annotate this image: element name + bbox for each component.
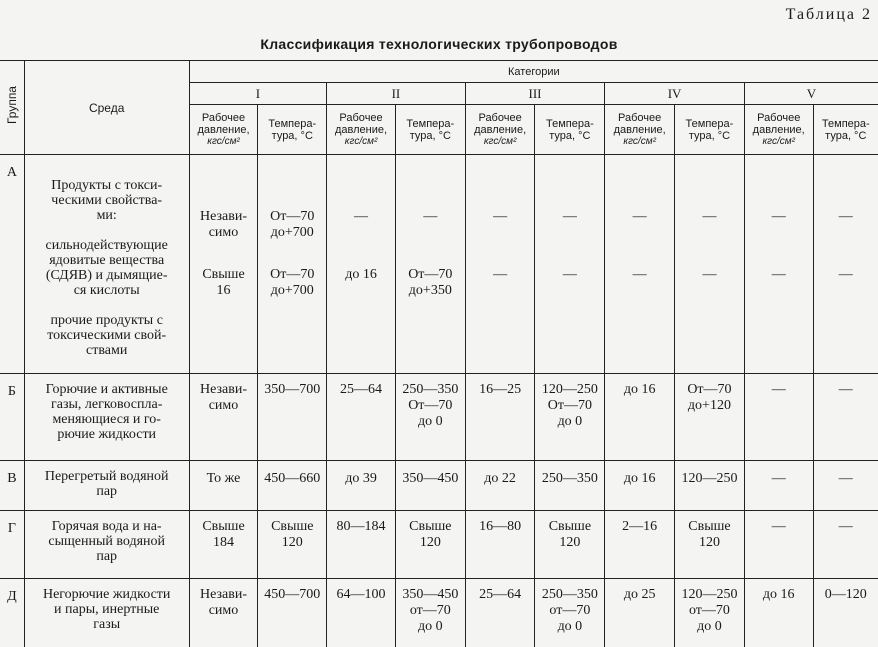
value-cell: 80—184 — [327, 511, 396, 579]
table-number: Таблица 2 — [785, 6, 872, 23]
value-cell: 0—120 — [813, 579, 878, 647]
value-cell: — до 16 — [327, 155, 396, 374]
value-cell: до 22 — [465, 461, 535, 511]
value-cell: Свыше 120 — [675, 511, 745, 579]
value-cell: — — [744, 511, 813, 579]
temperature-header: Темпера- тура, °С — [395, 105, 465, 155]
classification-table — [0, 60, 878, 647]
value-cell: 450—700 — [258, 579, 327, 647]
table-row-a — [0, 155, 878, 374]
pressure-header: Рабочее давление, кгс/см² — [605, 105, 675, 155]
category-v: V — [744, 83, 878, 105]
value-cell: То же — [189, 461, 258, 511]
value-cell: 250—350 От—70 до 0 — [395, 374, 465, 461]
medium-cell: Горячая вода и на- сыщенный водяной пар — [24, 511, 189, 579]
table-row-g — [0, 511, 878, 579]
category-ii: II — [327, 83, 466, 105]
value-cell: Незави- симо — [189, 374, 258, 461]
temperature-header: Темпера- тура, °С — [535, 105, 605, 155]
value-cell: до 16 — [605, 374, 675, 461]
header-row-1 — [0, 61, 878, 83]
pressure-header: Рабочее давление, кгс/см² — [189, 105, 258, 155]
value-cell: — — [744, 461, 813, 511]
category-iii: III — [465, 83, 605, 105]
table-row-b — [0, 374, 878, 461]
value-cell: 450—660 — [258, 461, 327, 511]
value-cell: Свыше 184 — [189, 511, 258, 579]
value-cell: — — — [465, 155, 535, 374]
table-title: Классификация технологических трубопроводов — [260, 36, 618, 52]
value-cell: до 39 — [327, 461, 396, 511]
temperature-header: Темпера- тура, °С — [813, 105, 878, 155]
value-cell: 64—100 — [327, 579, 396, 647]
value-cell: — От—70 до+350 — [395, 155, 465, 374]
value-cell: Свыше 120 — [535, 511, 605, 579]
value-cell: Незави- симо Свыше 16 — [189, 155, 258, 374]
pressure-header: Рабочее давление, кгс/см² — [327, 105, 396, 155]
table-row-d — [0, 579, 878, 647]
medium-header: Среда — [24, 61, 189, 155]
value-cell: 16—25 — [465, 374, 535, 461]
value-cell: 120—250 от—70 до 0 — [675, 579, 745, 647]
group-header: Группа — [0, 61, 24, 155]
category-iv: IV — [605, 83, 745, 105]
value-cell: 250—350 — [535, 461, 605, 511]
temperature-header: Темпера- тура, °С — [675, 105, 745, 155]
value-cell: От—70 до+120 — [675, 374, 745, 461]
value-cell: Свыше 120 — [395, 511, 465, 579]
value-cell: — — — [535, 155, 605, 374]
value-cell: От—70 до+700 От—70 до+700 — [258, 155, 327, 374]
value-cell: — — [813, 511, 878, 579]
value-cell: 120—250 От—70 до 0 — [535, 374, 605, 461]
value-cell: 2—16 — [605, 511, 675, 579]
categories-header: Категории — [189, 61, 878, 83]
value-cell: до 16 — [605, 461, 675, 511]
pressure-header: Рабочее давление, кгс/см² — [465, 105, 535, 155]
medium-cell: Продукты с токси- ческими свойства- ми: сильнодействующие ядовитые вещества (СДЯВ) и дымящие- ся кислоты прочие продукты с токсическими свой- ствами — [24, 155, 189, 374]
medium-cell: Негорючие жидкости и пары, инертные газы — [24, 579, 189, 647]
group-letter: Д — [0, 579, 24, 647]
value-cell: Незави- симо — [189, 579, 258, 647]
group-letter: А — [0, 155, 24, 374]
pressure-header: Рабочее давление, кгс/см² — [744, 105, 813, 155]
value-cell: 25—64 — [327, 374, 396, 461]
value-cell: 350—450 — [395, 461, 465, 511]
value-cell: 350—700 — [258, 374, 327, 461]
group-letter: В — [0, 461, 24, 511]
value-cell: — — [813, 374, 878, 461]
group-letter: Б — [0, 374, 24, 461]
temperature-header: Темпера- тура, °С — [258, 105, 327, 155]
value-cell: — — [813, 461, 878, 511]
value-cell: до 25 — [605, 579, 675, 647]
value-cell: до 16 — [744, 579, 813, 647]
value-cell: — — — [744, 155, 813, 374]
value-cell: Свыше 120 — [258, 511, 327, 579]
value-cell: 350—450 от—70 до 0 — [395, 579, 465, 647]
value-cell: — — — [605, 155, 675, 374]
value-cell: 120—250 — [675, 461, 745, 511]
value-cell: — — [744, 374, 813, 461]
table-row-v — [0, 461, 878, 511]
value-cell: 16—80 — [465, 511, 535, 579]
value-cell: 250—350 от—70 до 0 — [535, 579, 605, 647]
group-letter: Г — [0, 511, 24, 579]
value-cell: 25—64 — [465, 579, 535, 647]
medium-cell: Перегретый водяной пар — [24, 461, 189, 511]
value-cell: — — — [675, 155, 745, 374]
medium-cell: Горючие и активные газы, легковоспла- меняющиеся и го- рючие жидкости — [24, 374, 189, 461]
value-cell: — — — [813, 155, 878, 374]
category-i: I — [189, 83, 327, 105]
